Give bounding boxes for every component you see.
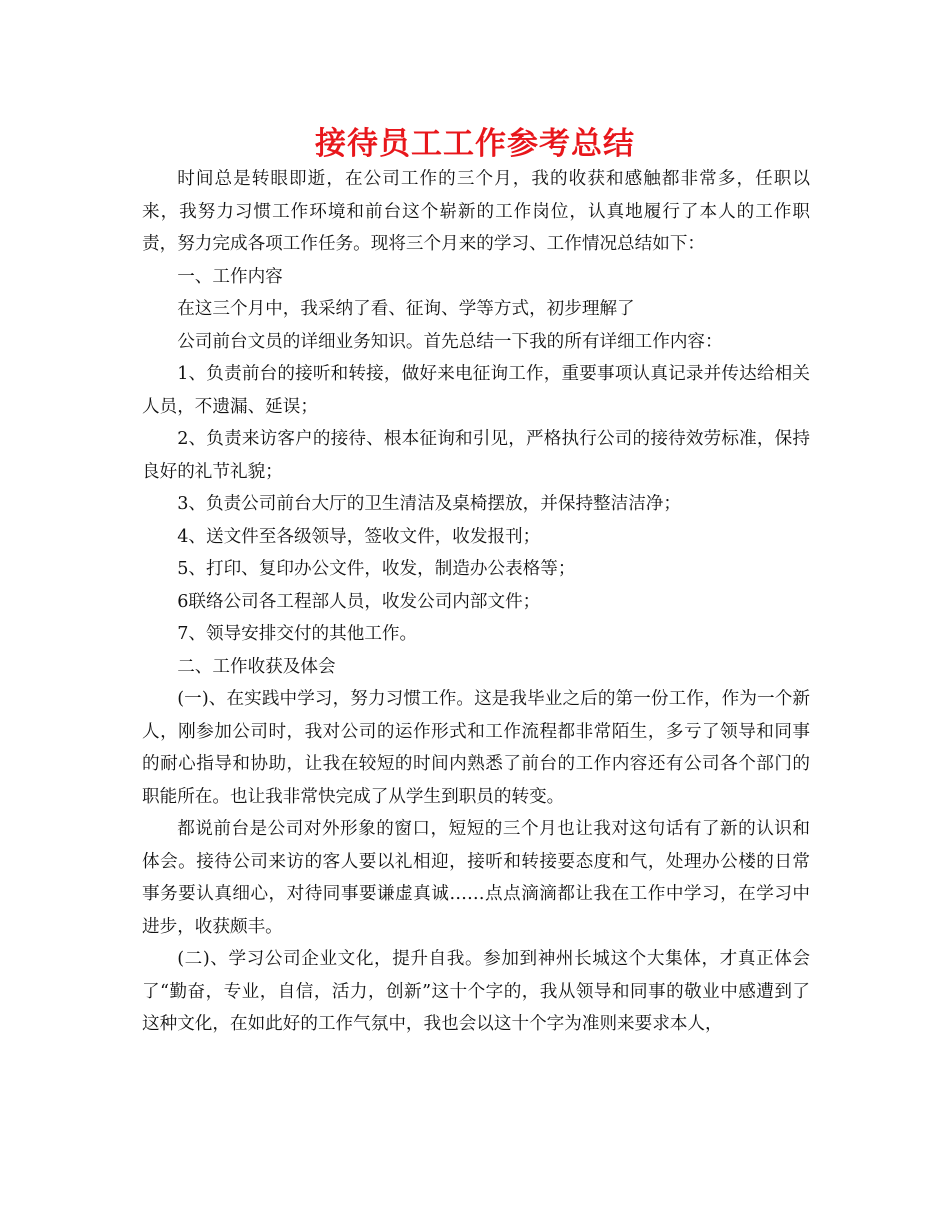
list-item: 7、领导安排交付的其他工作。 xyxy=(177,624,418,644)
section-heading-gains: 二、工作收获及体会 xyxy=(177,656,336,677)
paragraph: 公司前台文员的详细业务知识。首先总结一下我的所有详细工作内容： xyxy=(177,331,723,352)
paragraph: 都说前台是公司对外形象的窗口，短短的三个月也让我对这句话有了新的认识和体会。接待公司来访的客人要以礼相迎，接听和转接要态度和气，处理办公楼的日常事务要认真细心，对待同事要谦虚真诚……点点滴滴都让我在工作中学习，在学习中进步，收获颇丰。 xyxy=(142,819,810,937)
paragraph: (二)、学习公司企业文化，提升自我。参加到神州长城这个大集体，才真正体会了“勤奋，专业，自信，活力，创新”这十个字的，我从领导和同事的敬业中感遭到了这种文化，在如此好的工作气氛中，我也会以这十个字为准则来要求本人， xyxy=(142,949,810,1034)
section-heading-work-content: 一、工作内容 xyxy=(177,266,283,287)
paragraph-intro: 时间总是转眼即逝，在公司工作的三个月，我的收获和感触都非常多，任职以来，我努力习惯工作环境和前台这个崭新的工作岗位，认真地履行了本人的工作职责，努力完成各项工作任务。现将三个月来的学习、工作情况总结如下： xyxy=(142,169,810,254)
paragraph: 在这三个月中，我采纳了看、征询、学等方式，初步理解了 xyxy=(177,299,635,319)
document-body xyxy=(142,163,810,1041)
list-item: 3、负责公司前台大厅的卫生清洁及桌椅摆放，并保持整洁洁净； xyxy=(177,494,682,514)
document-title: 接待员工工作参考总结 xyxy=(315,126,635,162)
list-item: 2、负责来访客户的接待、根本征询和引见，严格执行公司的接待效劳标准，保持良好的礼节礼貌； xyxy=(142,429,810,482)
list-item: 6联络公司各工程部人员，收发公司内部文件； xyxy=(177,591,541,612)
paragraph: (一)、在实践中学习，努力习惯工作。这是我毕业之后的第一份工作，作为一个新人，刚参加公司时，我对公司的运作形式和工作流程都非常陌生，多亏了领导和同事的耐心指导和协助，让我在较短的时间内熟悉了前台的工作内容还有公司各个部门的职能所在。也让我非常快完成了从学生到职员的转变。 xyxy=(142,689,810,807)
list-item: 5、打印、复印办公文件，收发，制造办公表格等； xyxy=(177,559,576,579)
list-item: 4、送文件至各级领导，签收文件，收发报刊； xyxy=(177,526,541,547)
list-item: 1、负责前台的接听和转接，做好来电征询工作，重要事项认真记录并传达给相关人员，不遗漏、延误； xyxy=(142,364,810,417)
